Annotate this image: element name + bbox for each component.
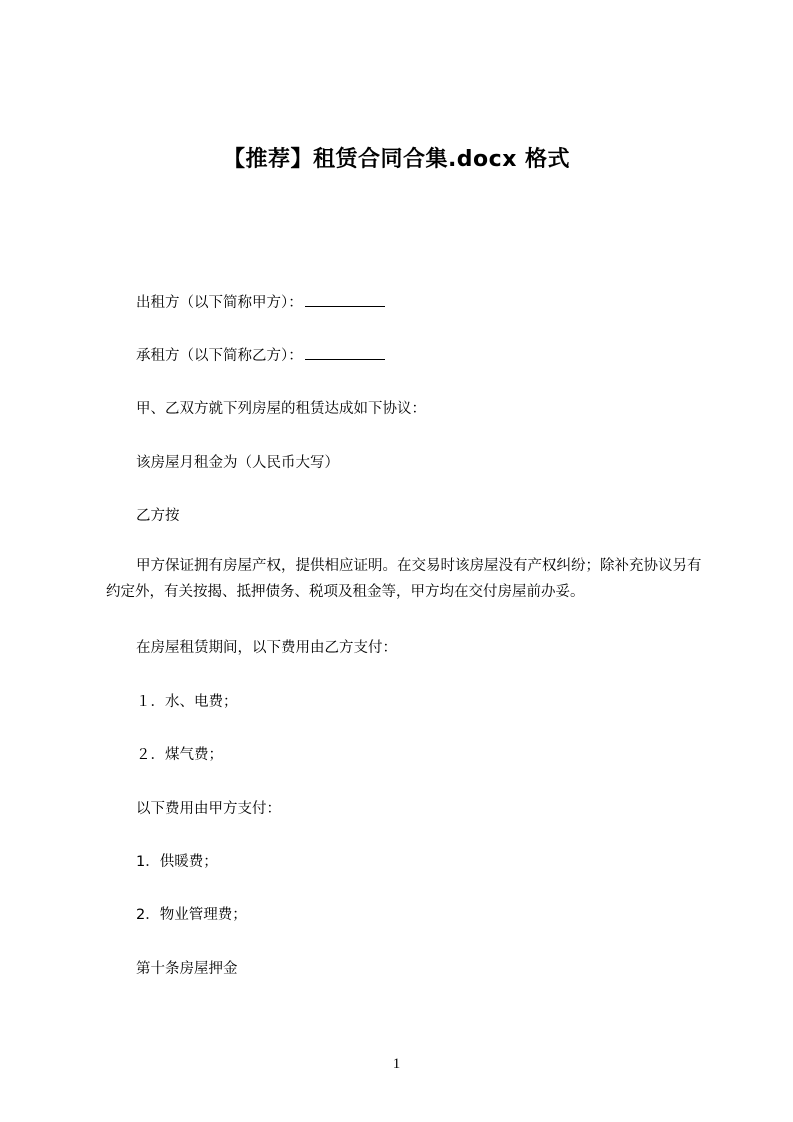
agreement-intro: 甲、乙双方就下列房屋的租赁达成如下协议： xyxy=(136,401,426,417)
lessee-line xyxy=(136,345,385,366)
monthly-rent-line: 该房屋月租金为（人民币大写） xyxy=(136,455,339,471)
lessor-blank xyxy=(305,292,385,307)
lessee-fee-item: １．水、电费； xyxy=(136,694,238,710)
lessee-label: 承租方（以下简称乙方）： xyxy=(136,348,303,364)
lessor-line xyxy=(136,292,385,313)
lessee-fee-item: ２．煤气费； xyxy=(136,747,223,763)
lessor-fee-item: 1．供暖费； xyxy=(136,854,218,870)
lessor-fee-item: 2．物业管理费； xyxy=(136,907,247,923)
document-title: 【推荐】租赁合同合集.docx 格式 xyxy=(222,147,571,172)
lessee-fees-intro: 在房屋租赁期间，以下费用由乙方支付： xyxy=(136,640,397,656)
lessor-fees-intro: 以下费用由甲方支付： xyxy=(136,801,281,817)
page-number: 1 xyxy=(392,1056,401,1072)
warranty-paragraph: 甲方保证拥有房屋产权，提供相应证明。在交易时该房屋没有产权纠纷；除补充协议另有约定外，有关按揭、抵押债务、税项及租金等，甲方均在交付房屋前办妥。 xyxy=(106,558,702,600)
lessee-pay-line: 乙方按 xyxy=(136,508,180,524)
lessor-label: 出租方（以下简称甲方）： xyxy=(136,295,303,311)
lessee-blank xyxy=(305,345,385,360)
article-heading: 第十条房屋押金 xyxy=(136,961,238,977)
